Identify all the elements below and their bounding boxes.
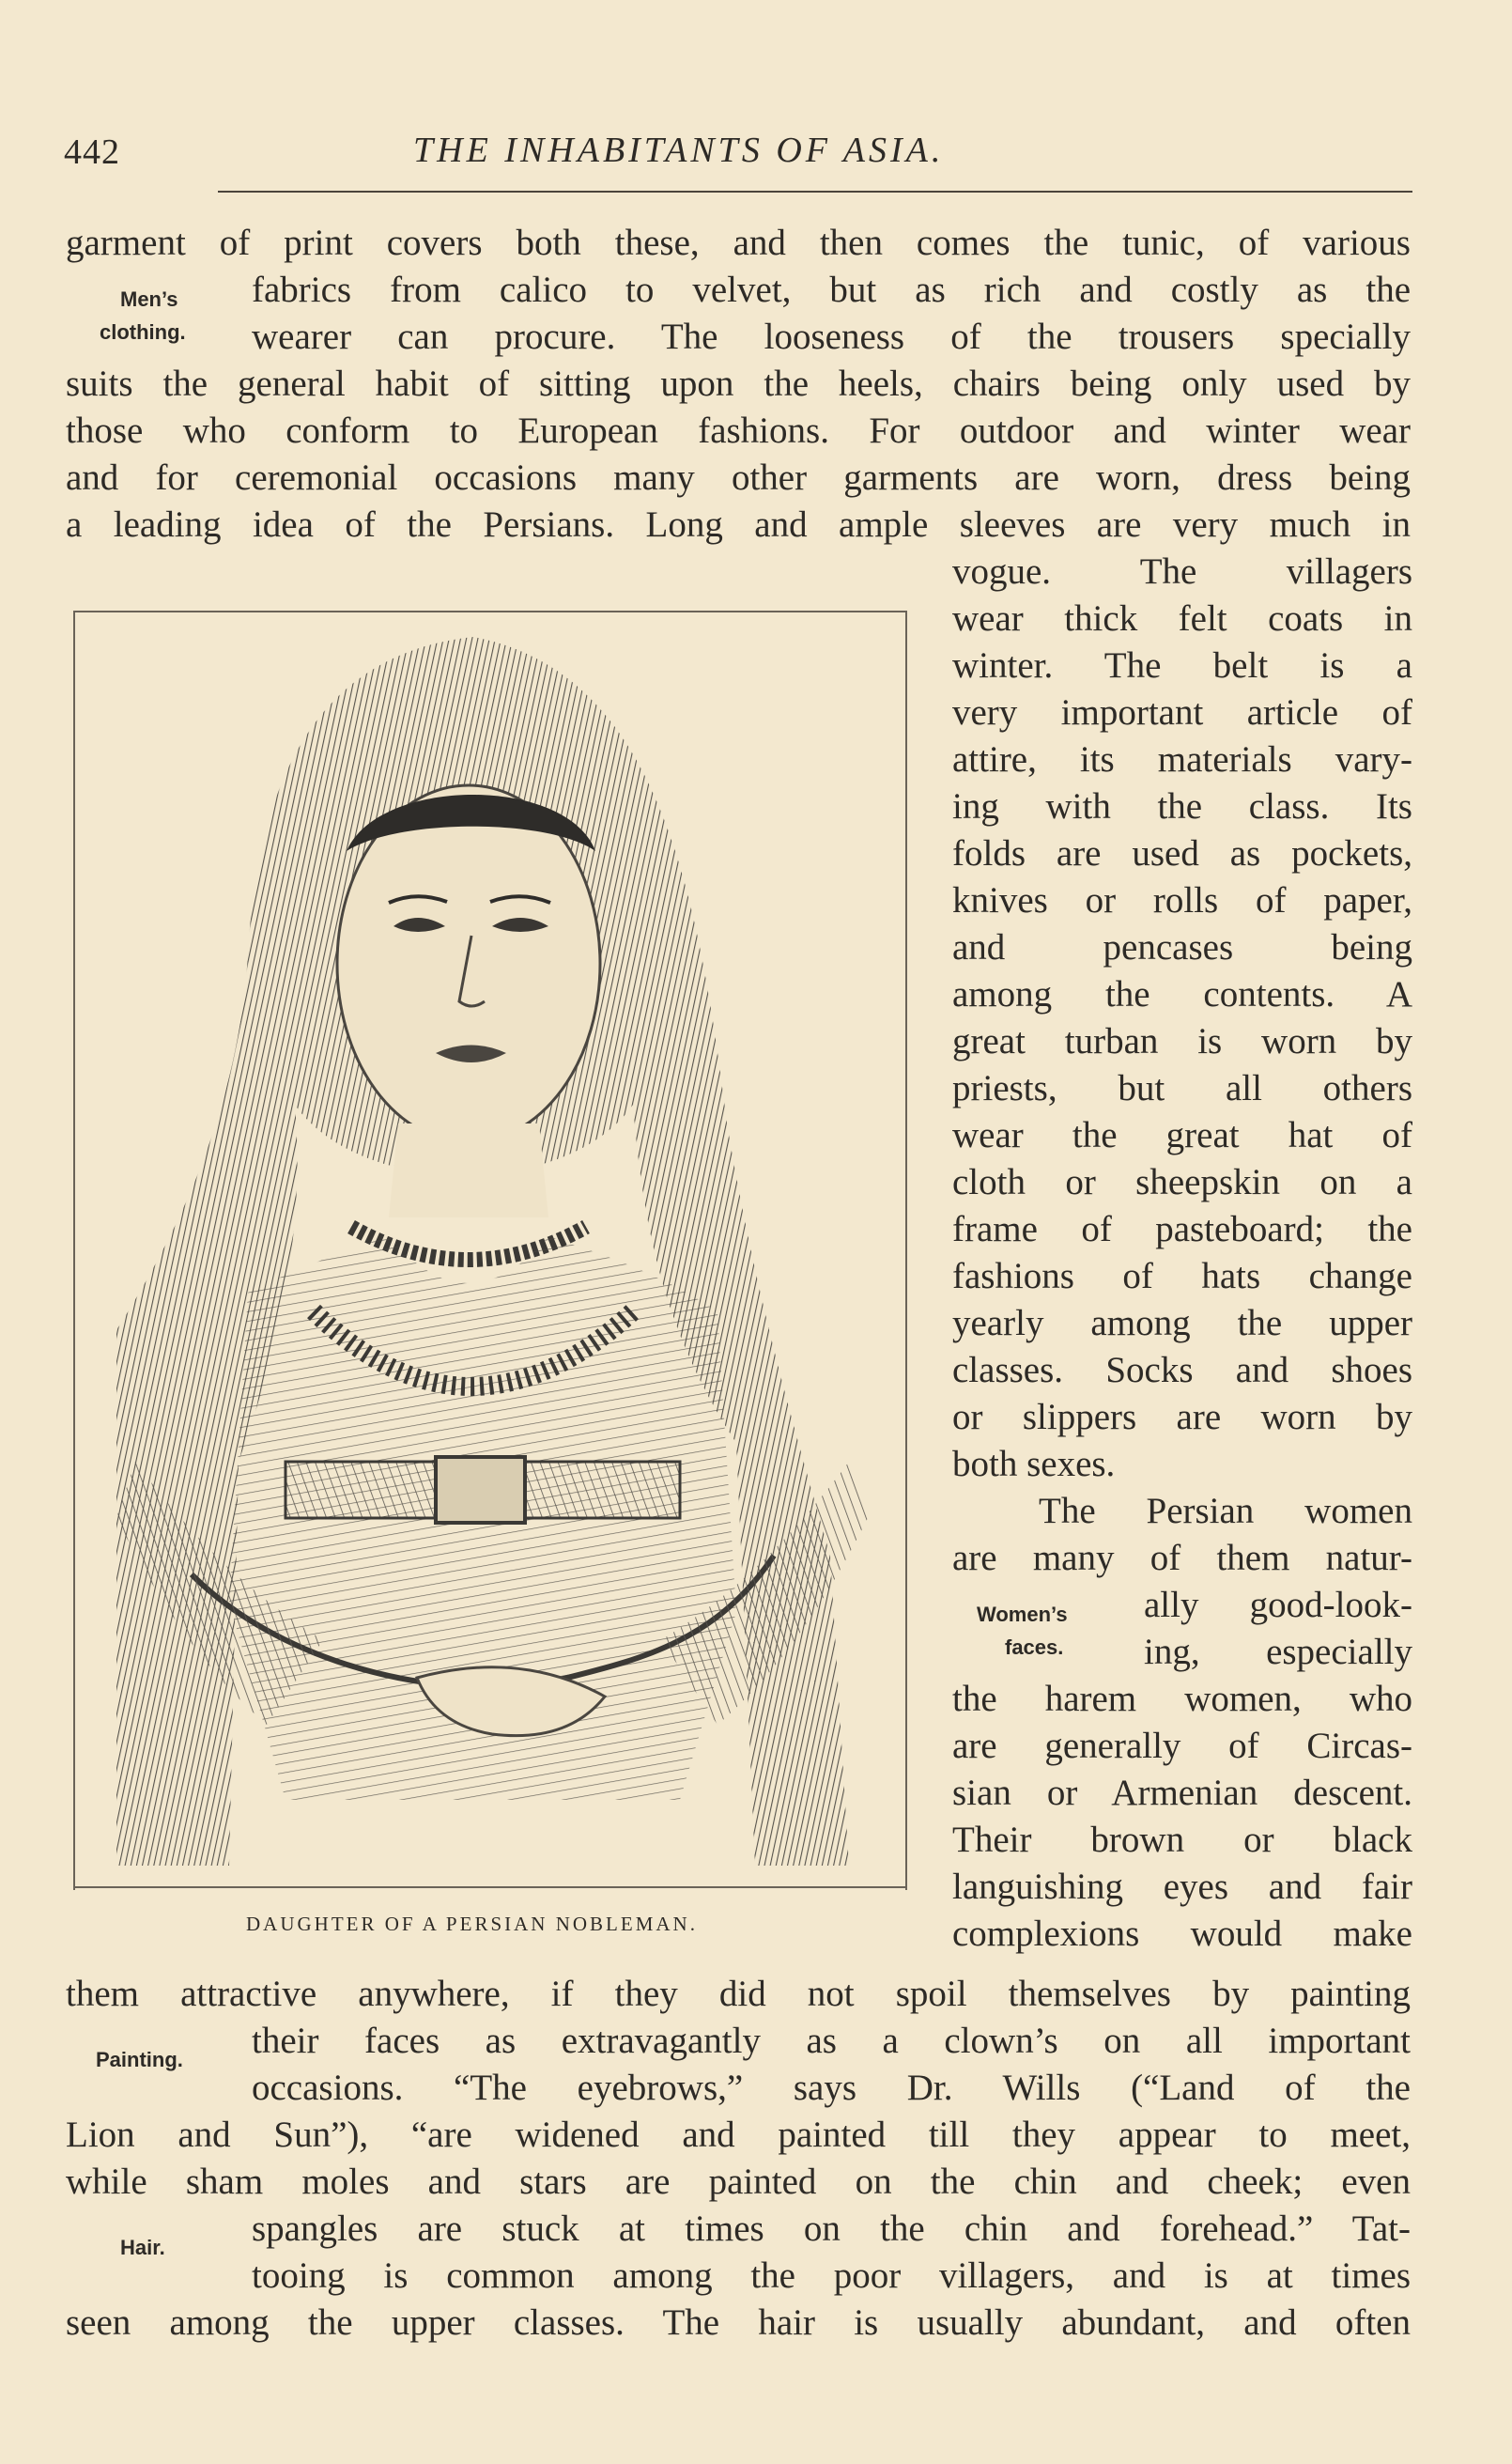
text-line: complexions would make [952, 1914, 1412, 1954]
text-line: are generally of Circas- [952, 1726, 1412, 1766]
text-line: both sexes. [952, 1444, 1116, 1484]
text-line: ally good-look- [1144, 1585, 1412, 1625]
text-line: and pencases being [952, 927, 1412, 968]
text-line: fabrics from calico to velvet, but as rich and costly as the [252, 270, 1411, 310]
text-line: garment of print covers both these, and then comes the tunic, of various [66, 223, 1411, 263]
text-line: those who conform to European fashions. For outdoor and winter wear [66, 411, 1411, 451]
text-line: occasions. “The eyebrows,” says Dr. Wills (“Land of the [252, 2068, 1411, 2108]
text-line: ing, especially [1144, 1632, 1412, 1672]
text-line: ing with the class. Its [952, 786, 1412, 827]
text-line: wear the great hat of [952, 1115, 1412, 1155]
text-line: their faces as extravagantly as a clown’s on all important [252, 2021, 1411, 2061]
header-rule [218, 191, 1412, 193]
text-line: languishing eyes and fair [952, 1867, 1412, 1907]
text-line: frame of pasteboard; the [952, 1209, 1412, 1249]
text-line: a leading idea of the Persians. Long and ample sleeves are very much in [66, 504, 1411, 545]
text-line: attire, its materials vary- [952, 739, 1412, 780]
text-line: fashions of hats change [952, 1256, 1412, 1296]
figure-caption: DAUGHTER OF A PERSIAN NOBLEMAN. [246, 1913, 698, 1935]
text-line: classes. Socks and shoes [952, 1350, 1412, 1390]
text-line: yearly among the upper [952, 1303, 1412, 1343]
text-line: knives or rolls of paper, [952, 880, 1412, 921]
margin-note-hair: Hair. [120, 2236, 165, 2259]
text-line: great turban is worn by [952, 1021, 1412, 1062]
text-line: winter. The belt is a [952, 645, 1412, 686]
text-line: among the contents. A [952, 974, 1412, 1015]
text-line: vogue. The villagers [952, 551, 1412, 592]
text-line: Their brown or black [952, 1820, 1412, 1860]
text-line: sian or Armenian descent. [952, 1773, 1412, 1813]
margin-note-faces: faces. [1005, 1635, 1064, 1659]
running-title: THE INHABITANTS OF ASIA. [413, 131, 945, 170]
text-line: or slippers are worn by [952, 1397, 1412, 1437]
text-line: while sham moles and stars are painted on the chin and cheek; even [66, 2162, 1411, 2202]
text-line: them attractive anywhere, if they did not spoil themselves by painting [66, 1974, 1411, 2014]
margin-note-mens: Men’s [120, 287, 178, 311]
text-line: wearer can procure. The looseness of the trousers specially [252, 317, 1411, 357]
text-line: are many of them natur- [952, 1538, 1412, 1578]
margin-note-womens: Women’s [977, 1603, 1068, 1626]
page-number: 442 [64, 132, 120, 172]
text-line: very important article of [952, 692, 1412, 733]
text-line: spangles are stuck at times on the chin and forehead.” Tat- [252, 2208, 1411, 2249]
margin-note-painting: Painting. [96, 2048, 183, 2071]
text-line: The Persian women [1039, 1491, 1412, 1531]
text-line: tooing is common among the poor villagers, and is at times [252, 2255, 1411, 2296]
text-line: suits the general habit of sitting upon the heels, chairs being only used by [66, 364, 1411, 404]
margin-note-clothing: clothing. [100, 320, 186, 344]
text-line: and for ceremonial occasions many other garments are worn, dress being [66, 457, 1411, 498]
text-line: folds are used as pockets, [952, 833, 1412, 874]
engraving-illustration [79, 616, 900, 1884]
text-line: Lion and Sun”), “are widened and painted till they appear to meet, [66, 2115, 1411, 2155]
text-line: priests, but all others [952, 1068, 1412, 1108]
text-line: cloth or sheepskin on a [952, 1162, 1412, 1202]
text-line: wear thick felt coats in [952, 598, 1412, 639]
figure-frame-bottom [73, 1886, 907, 1888]
text-line: the harem women, who [952, 1679, 1412, 1719]
text-line: seen among the upper classes. The hair is usually abundant, and often [66, 2302, 1411, 2343]
